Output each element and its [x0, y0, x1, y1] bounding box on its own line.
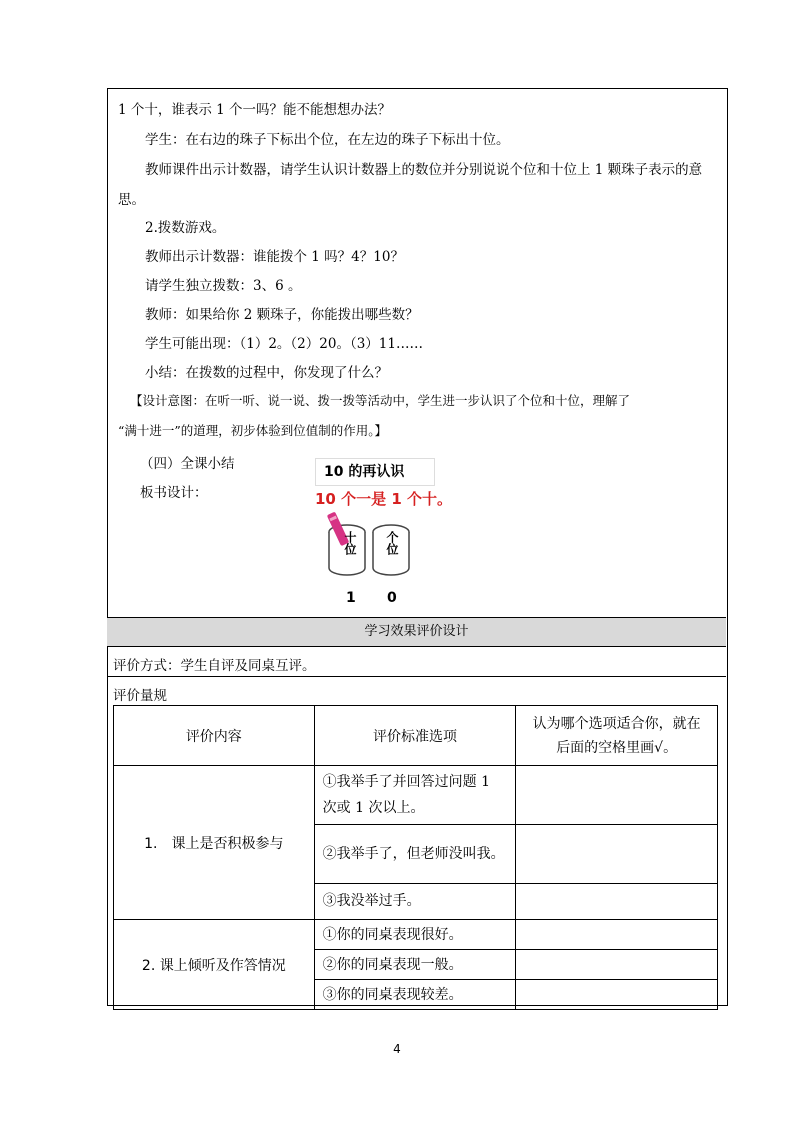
- item1-label: 1. 课上是否积极参与: [114, 766, 315, 920]
- item1-option1: ①我举手了并回答过问题 1 次或 1 次以上。: [314, 766, 516, 825]
- item2-label: 2. 课上倾听及作答情况: [114, 920, 315, 1010]
- rubric-label: 评价量规: [113, 688, 167, 704]
- summary-heading: （四）全课小结: [140, 456, 235, 472]
- item2-option3: ③你的同桌表现较差。: [314, 980, 516, 1010]
- section-header: 学习效果评价设计: [107, 617, 726, 647]
- text-line-1: 1 个十，谁表示 1 个一吗？能不能想想办法？: [118, 102, 392, 118]
- counter-illustration: [318, 510, 418, 582]
- tens-label: 十位: [343, 531, 357, 555]
- item1-check-cell-3[interactable]: [516, 884, 718, 920]
- text-line-7: 请学生独立拨数：3、6 。: [145, 278, 302, 294]
- header-criteria: 评价标准选项: [314, 706, 516, 766]
- header-content: 评价内容: [114, 706, 315, 766]
- board-subtitle: 10 个一是 1 个十。: [315, 490, 452, 508]
- design-intent-1: 【设计意图：在听一听、说一说、拨一拨等活动中，学生进一步认识了个位和十位，理解了: [130, 393, 631, 408]
- eval-method: 评价方式：学生自评及同桌互评。: [113, 658, 316, 674]
- text-line-2: 学生：在右边的珠子下标出个位，在左边的珠子下标出十位。: [145, 132, 510, 148]
- item1-option3: ③我没举过手。: [314, 884, 516, 920]
- tens-digit: 1: [346, 590, 356, 606]
- evaluation-table: [113, 705, 718, 1010]
- text-line-6: 教师出示计数器：谁能拨个 1 吗？4？10？: [145, 249, 404, 265]
- item1-check-cell-2[interactable]: [516, 825, 718, 884]
- board-design-label: 板书设计：: [140, 485, 208, 501]
- design-intent-2: “满十进一”的道理，初步体验到位值制的作用。】: [118, 423, 388, 438]
- text-line-8: 教师：如果给你 2 颗珠子，你能拨出哪些数？: [145, 307, 419, 323]
- ones-label: 个位: [385, 531, 399, 555]
- item2-check-cell-2[interactable]: [516, 950, 718, 980]
- ones-digit: 0: [387, 590, 397, 606]
- item1-check-cell-1[interactable]: [516, 766, 718, 825]
- item2-check-cell-3[interactable]: [516, 980, 718, 1010]
- text-line-9: 学生可能出现：（1）2。（2）20。（3）11……: [145, 336, 423, 352]
- text-line-4: 思。: [118, 192, 145, 208]
- text-line-5: 2.拨数游戏。: [145, 220, 226, 236]
- text-line-3: 教师课件出示计数器，请学生认识计数器上的数位并分别说说个位和十位上 1 颗珠子表示的意: [145, 162, 703, 178]
- item2-option2: ②你的同桌表现一般。: [314, 950, 516, 980]
- item2-check-cell-1[interactable]: [516, 920, 718, 950]
- page-number: 4: [393, 1042, 401, 1056]
- board-title: 10 的再认识: [315, 458, 435, 486]
- header-selection: 认为哪个选项适合你，就在后面的空格里画√。: [516, 706, 718, 766]
- text-line-10: 小结：在拨数的过程中，你发现了什么？: [145, 365, 388, 381]
- divider: [107, 676, 726, 677]
- item2-option1: ①你的同桌表现很好。: [314, 920, 516, 950]
- item1-option2: ②我举手了，但老师没叫我。: [314, 825, 516, 884]
